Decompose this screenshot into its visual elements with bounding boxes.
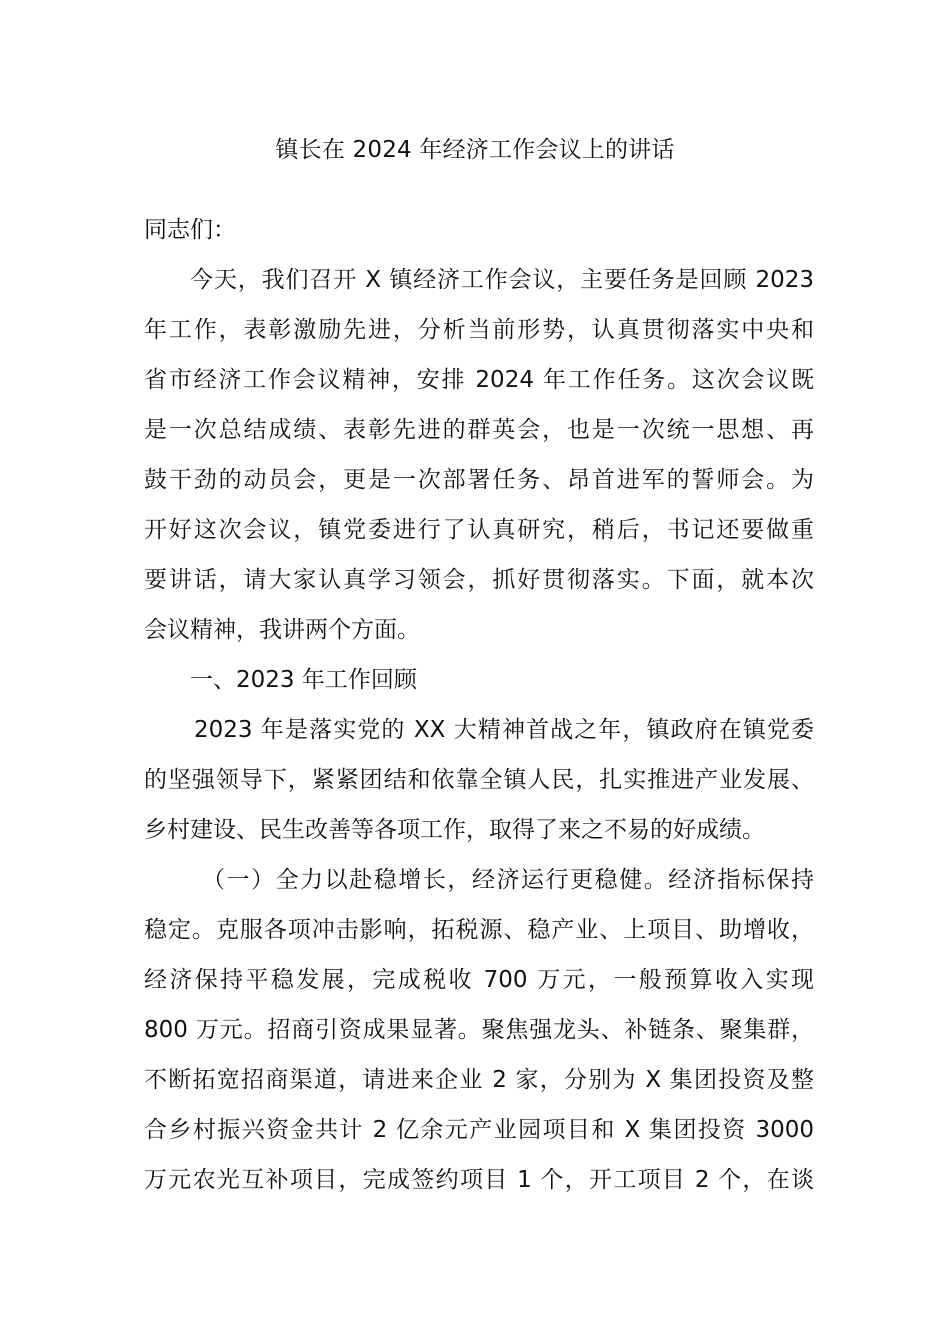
section-heading: 一、2023 年工作回顾 [190, 667, 417, 693]
paragraph-line: 开好这次会议，镇党委进行了认真研究，稍后，书记还要做重 [144, 517, 814, 543]
document-title: 镇长在 2024 年经济工作会议上的讲话 [275, 137, 675, 163]
paragraph-line: 鼓干劲的动员会，更是一次部署任务、昂首进军的誓师会。为 [144, 467, 814, 493]
paragraph-line: 2023 年是落实党的 XX 大精神首战之年，镇政府在镇党委 [194, 717, 814, 743]
paragraph-line: 省市经济工作会议精神，安排 2024 年工作任务。这次会议既 [144, 367, 814, 393]
paragraph-line: 今天，我们召开 X 镇经济工作会议，主要任务是回顾 2023 [190, 267, 814, 293]
paragraph-line: 万元农光互补项目，完成签约项目 1 个，开工项目 2 个，在谈 [144, 1167, 814, 1193]
paragraph-line: 不断拓宽招商渠道，请进来企业 2 家，分别为 X 集团投资及整 [144, 1067, 814, 1093]
paragraph-line: （一）全力以赴稳增长，经济运行更稳健。经济指标保持 [202, 867, 814, 893]
paragraph-line: 年工作，表彰激励先进，分析当前形势，认真贯彻落实中央和 [144, 317, 814, 343]
paragraph-line: 是一次总结成绩、表彰先进的群英会，也是一次统一思想、再 [144, 417, 814, 443]
paragraph-line: 经济保持平稳发展，完成税收 700 万元，一般预算收入实现 [144, 967, 814, 993]
paragraph-line: 合乡村振兴资金共计 2 亿余元产业园项目和 X 集团投资 3000 [144, 1117, 814, 1143]
greeting: 同志们： [144, 217, 236, 243]
paragraph-line: 会议精神，我讲两个方面。 [144, 617, 420, 643]
paragraph-line: 的坚强领导下，紧紧团结和依靠全镇人民，扎实推进产业发展、 [144, 767, 814, 793]
paragraph-line: 乡村建设、民生改善等各项工作，取得了来之不易的好成绩。 [144, 817, 765, 843]
paragraph-line: 要讲话，请大家认真学习领会，抓好贯彻落实。下面，就本次 [144, 567, 814, 593]
paragraph-line: 800 万元。招商引资成果显著。聚焦强龙头、补链条、聚集群， [144, 1017, 814, 1043]
paragraph-line: 稳定。克服各项冲击影响，拓税源、稳产业、上项目、助增收， [144, 917, 814, 943]
document-body [144, 205, 814, 1205]
